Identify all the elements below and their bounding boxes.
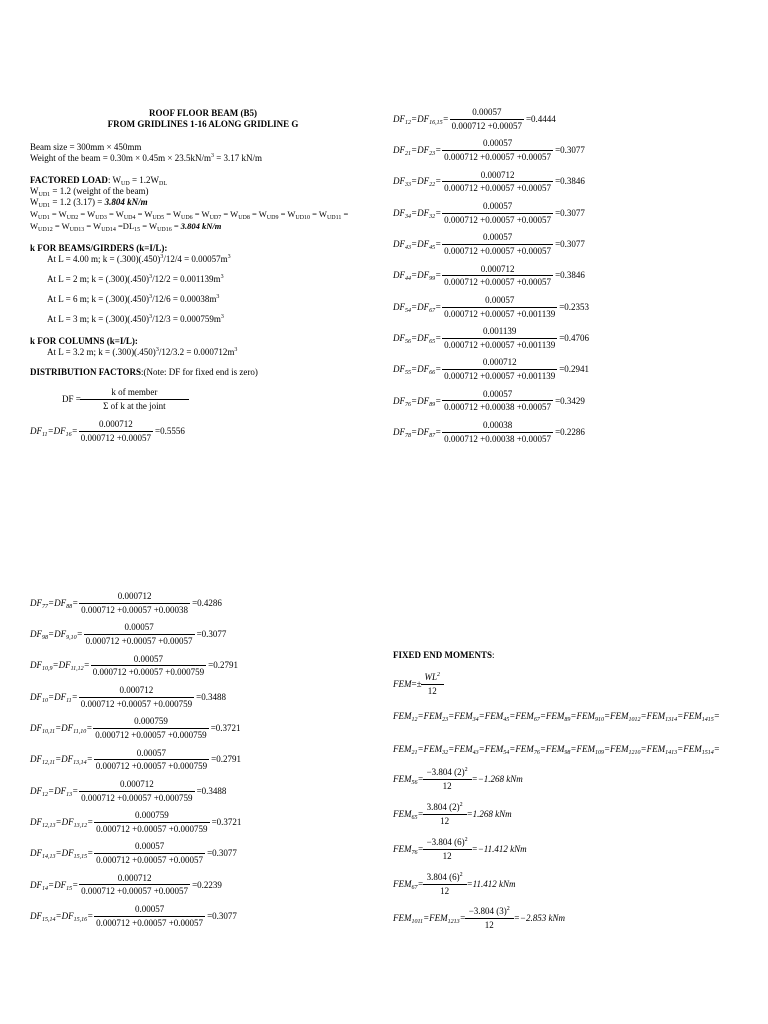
df-left-top-result: =0.5556	[155, 425, 185, 436]
df-right-numerator: 0.001139	[482, 326, 517, 337]
df-sub-b: 15	[66, 885, 73, 892]
k-beam-row-4: At L = 3 m; $k = (.300)(.450)^3/12/3 = 0.000759m^3$	[47, 314, 224, 324]
k-beam-row-3: At L = 6 m; $k = (.300)(.450)^3/12/6 = 0.00038m^3$	[47, 294, 220, 304]
fem-term: $FEM_{1012}$	[610, 711, 641, 723]
df-sub-a: 34	[405, 213, 411, 220]
wud1-calc-text: = 1.2 (3.17) =	[52, 197, 105, 207]
df-left-bottom-row	[30, 685, 226, 710]
k-column-row: At L = 3.2 m; $k = (.300)(.450)^3/12/3.2 = 0.000712m^3$	[47, 347, 238, 357]
df-right-denominator: 0.000712 +0.00057 +0.001139	[444, 339, 556, 350]
df-sub-a: 10,11	[42, 729, 56, 736]
df-left-bottom-result: =0.3721	[211, 816, 242, 827]
k-beam-4: At L = 3 m; k = (.300)(.450)	[47, 314, 150, 324]
factored-load	[30, 175, 167, 186]
k-beam-4-tail: /12/3 = 0.000759m	[152, 314, 221, 324]
k-beam-2: At L = 2 m; k = (.300)(.450)	[47, 274, 150, 284]
fem-item-row: $FEM_{65}=$ $\frac{3.804 (2)^2}{12}$ =1.268 kNm	[393, 802, 512, 826]
df-right-lhs: $DF_{34}=DF_{32}=$	[393, 207, 442, 220]
df-sub-b: 67	[429, 307, 436, 314]
df-right-result: =0.2353	[559, 301, 590, 312]
df-sub-b: 45	[429, 245, 436, 252]
fem-formula-num-text: WL	[424, 672, 438, 682]
df-left-bottom-numerator: 0.000712	[119, 778, 154, 789]
df-left-bottom-row	[30, 904, 237, 929]
df-left-top-lhs: $DF_{11}=DF_{16}=$	[30, 425, 78, 438]
df-left-bottom-denominator: 0.000712 +0.00057 +0.000759	[96, 823, 208, 834]
df-left-bottom-denominator: 0.000712 +0.00057 +0.000759	[81, 792, 193, 803]
df-sub-b: 11,10	[73, 729, 87, 736]
df-right-result: =0.3846	[555, 176, 585, 187]
fem-last-den: 12	[465, 918, 514, 931]
df-right-row	[393, 138, 585, 163]
df-left-bottom-lhs: $DF_{77}=DF_{88}=$	[30, 597, 79, 610]
df-sub-a: 21	[405, 151, 411, 158]
beam-weight-a: Weight of the beam = 0.30m × 0.45m × 23.5kN/m	[30, 153, 211, 163]
df-left-bottom-result: =0.3077	[207, 910, 237, 921]
df-left-bottom-fraction	[79, 779, 194, 804]
df-sub-a: 56	[405, 338, 411, 345]
wud1-line-text: = 1.2 (weight of the beam)	[52, 186, 149, 196]
df-right-lhs: $DF_{76}=DF_{89}=$	[393, 395, 442, 408]
df-left-top-numerator: 0.000712	[99, 419, 133, 429]
df-sub-b: 65	[429, 338, 436, 345]
df-sub-b: 16	[65, 431, 72, 438]
df-right-row	[393, 357, 589, 382]
fem-term: $FEM_{45}$	[484, 711, 510, 723]
df-sub-a: 76	[405, 401, 411, 408]
fem-term: $FEM_{21}$	[393, 744, 418, 756]
fem-term: $FEM_{23}$	[423, 711, 449, 723]
fem-title: FIXED END MOMENTS	[393, 650, 493, 660]
df-right-result: =0.2286	[555, 426, 585, 437]
df-sub-b: 13	[66, 791, 73, 798]
fem-term: $FEM_{1514}$	[683, 744, 714, 756]
df-right-lhs: $DF_{33}=DF_{22}=$	[393, 176, 442, 189]
df-left-bottom-row	[30, 654, 238, 679]
df-sub-a: 77	[42, 603, 48, 610]
title-line-1: ROOF FLOOR BEAM (B5)	[149, 108, 257, 118]
df-left-bottom-lhs: $DF_{14}=DF_{15}=$	[30, 879, 79, 892]
df-right-lhs: $DF_{12}=DF_{16,15}=$	[393, 113, 449, 126]
df-sub-a: 10	[42, 697, 48, 704]
fem-title-colon: :	[492, 650, 495, 660]
k-col-tail: /12/3.2 = 0.000712m	[158, 347, 235, 357]
df-formula-fraction	[82, 387, 187, 412]
wud-eq-value: 3.804 kN/m	[180, 221, 222, 231]
df-left-bottom-denominator: 0.000712 +0.00057 +0.00038	[81, 604, 189, 615]
fem-term: $FEM_{1314}$	[646, 711, 678, 723]
df-sub-b: 13,12	[73, 822, 88, 829]
df-right-numerator: 0.000712	[480, 263, 515, 274]
df-right-row	[393, 201, 585, 226]
df-sub-a: 98	[42, 635, 48, 642]
df-label: DISTRIBUTION FACTORS	[30, 367, 141, 377]
k-beams-heading: k FOR BEAMS/GIRDERS (k=I/L):	[30, 243, 168, 253]
df-left-bottom-lhs: $DF_{12}=DF_{13}=$	[30, 785, 79, 798]
df-sub-a: 43	[405, 245, 411, 252]
df-left-bottom-fraction	[84, 622, 195, 647]
wud-equalities-2: $W_{UD12} = W_{UD13} = W_{UD14} =DL_{15} = W_{UD16} = 3.804$ kN/m	[30, 221, 222, 233]
df-left-bottom-row	[30, 622, 226, 647]
df-left-bottom-row	[30, 810, 241, 835]
df-left-bottom-numerator: 0.000712	[117, 872, 152, 883]
df-sub-b: 11	[66, 697, 72, 704]
factored-load-sub-b: DL	[159, 181, 168, 187]
fem-term: $FEM_{1413}$	[646, 744, 678, 756]
df-right-fraction	[442, 232, 553, 257]
fem-item-result: =11.412 kNm	[466, 878, 516, 889]
factored-load-label: FACTORED LOAD	[30, 175, 108, 185]
df-left-bottom-result: =0.3488	[196, 785, 227, 796]
fem-item-fraction: $\frac{3.804 (2)^2}{12}$	[425, 802, 465, 827]
df-right-fraction	[442, 201, 553, 226]
k-beam-row-2: At L = 2 m; $k = (.300)(.450)^3/12/2 = 0.001139m^3$	[47, 274, 224, 284]
df-left-bottom-numerator: 0.00057	[133, 653, 164, 664]
fem-term: $FEM_{67}$	[515, 711, 540, 723]
df-left-bottom-fraction	[79, 685, 194, 710]
df-sub-b: 11,12	[70, 666, 84, 673]
df-left-bottom-result: =0.3077	[207, 848, 237, 859]
df-left-bottom-denominator: 0.000712 +0.00057 +0.00057	[96, 855, 204, 866]
df-right-numerator: 0.00057	[482, 388, 513, 399]
fem-item-result: =1.268 kNm	[466, 808, 512, 819]
df-left-bottom-fraction	[94, 748, 209, 773]
df-right-result: =0.3846	[555, 270, 585, 281]
df-formula-num: k of member	[111, 387, 158, 397]
df-left-bottom-lhs: $DF_{10}=DF_{11}=$	[30, 691, 78, 704]
df-sub-b: 16,15	[429, 119, 443, 126]
df-right-row	[393, 420, 585, 445]
df-right-numerator: 0.000712	[482, 357, 517, 368]
df-left-top-row	[30, 419, 185, 444]
df-left-bottom-numerator: 0.000712	[117, 591, 152, 601]
fem-formula-fraction	[423, 672, 443, 697]
df-left-bottom-numerator: 0.00057	[134, 841, 165, 852]
df-left-bottom-result: =0.2239	[192, 879, 222, 890]
distribution-factors-heading	[30, 367, 258, 378]
df-right-row	[393, 389, 585, 414]
df-left-bottom-fraction	[94, 810, 209, 835]
df-right-result: =0.3077	[555, 239, 585, 250]
k-beam-row-1: At L = 4.00 m; $k = (.300)(.450)^3/12/4 = 0.00057m^3$	[47, 254, 231, 264]
fem-term: $FEM_{109}$	[576, 744, 604, 756]
df-left-top-fraction	[79, 419, 153, 444]
fem-term: $FEM_{1415}$	[683, 711, 714, 723]
df-sub-b: 9,10	[66, 635, 77, 642]
fem-last-sub-b: 1213	[447, 918, 460, 925]
fem-equalities-line-2: $FEM_{21}=FEM_{32}=FEM_{43}=FEM_{54}=FEM_{76}=FEM_{98}=FEM_{109}=FEM_{1210}=FEM_{1413}=FEM_{1514}=$	[393, 744, 720, 756]
fem-item-row: $FEM_{76}=$ $\frac{-3.804 (6)^2}{12}$ =−11.412 kNm	[393, 837, 527, 861]
df-right-denominator: 0.000712 +0.00057 +0.001139	[444, 308, 556, 319]
fem-item-result: =−1.268 kNm	[471, 773, 523, 784]
df-sub-a: 78	[405, 432, 411, 439]
df-right-row	[393, 107, 556, 132]
df-left-bottom-lhs: $DF_{15,14}=DF_{15,16}=$	[30, 910, 94, 923]
df-right-lhs: $DF_{43}=DF_{45}=$	[393, 239, 442, 252]
df-right-fraction	[442, 420, 553, 445]
df-left-bottom-numerator: 0.000759	[134, 810, 169, 821]
df-left-bottom-fraction	[94, 904, 205, 929]
df-sub-b: 23	[429, 151, 436, 158]
fem-term: $FEM_{98}$	[545, 744, 571, 756]
df-formula-den: Σ of k at the joint	[80, 399, 189, 412]
df-left-bottom-row	[30, 748, 241, 773]
df-sub-a: 10,9	[42, 666, 53, 673]
fem-term: $FEM_{12}$	[393, 711, 418, 723]
k-beam-2-tail: /12/2 = 0.001139m	[152, 274, 221, 284]
fem-last: $FEM_{1011}=FEM_{1213}=$ $\frac{-3.804 (3)^2}{12}$ =−2.853 kNm	[393, 906, 565, 930]
df-left-bottom-denominator: 0.000712 +0.00057 +0.000759	[80, 698, 193, 709]
df-right-fraction	[450, 107, 524, 132]
beam-size: Beam size = 300mm × 450mm	[30, 142, 142, 152]
df-left-bottom-denominator: 0.000712 +0.00057 +0.00057	[96, 917, 204, 928]
wud1-calc: $W_{UD1} = 1.2$ (3.17) = 3.804 kN/m	[30, 197, 148, 209]
df-right-denominator: 0.000712 +0.00057 +0.001139	[444, 371, 556, 382]
df-sub-b: 99	[429, 276, 436, 283]
df-right-fraction	[442, 138, 553, 163]
df-right-result: =0.2941	[559, 364, 590, 375]
fem-item-row: $FEM_{67}=$ $\frac{3.804 (6)^2}{12}$ =11.412 kNm	[393, 872, 516, 896]
df-left-bottom-denominator: 0.000712 +0.00057 +0.00057	[81, 886, 189, 897]
df-right-denominator: 0.000712 +0.00038 +0.00057	[444, 433, 552, 444]
df-right-numerator: 0.00057	[472, 107, 502, 117]
fem-item-fraction: $\frac{-3.804 (2)^2}{12}$	[425, 767, 470, 792]
df-left-bottom-numerator: 0.000759	[134, 716, 168, 727]
df-right-numerator: 0.00057	[482, 232, 513, 243]
fem-last-fraction	[467, 906, 512, 931]
df-right-numerator: 0.00057	[485, 294, 515, 305]
df-left-bottom-numerator: 0.00057	[134, 904, 165, 914]
df-right-row	[393, 264, 585, 289]
df-left-bottom-fraction	[93, 716, 208, 741]
fem-term: $FEM_{43}$	[454, 744, 479, 756]
df-sub-a: 15,14	[42, 916, 56, 923]
beam-weight-b: = 3.17 kN/m	[213, 153, 263, 163]
factored-load-text-b: = 1.2W	[129, 175, 160, 185]
df-sub-a: 12,11	[42, 760, 56, 767]
df-sub-a: 55	[405, 370, 411, 377]
df-right-numerator: 0.000712	[480, 169, 515, 180]
df-left-bottom-result: =0.3077	[196, 629, 227, 640]
df-sub-b: 88	[66, 603, 73, 610]
df-right-result: =0.3077	[555, 207, 585, 218]
df-left-bottom-fraction	[79, 873, 190, 898]
df-right-lhs: $DF_{55}=DF_{66}=$	[393, 364, 442, 377]
fem-term: $FEM_{54}$	[484, 744, 510, 756]
df-left-bottom-lhs: $DF_{98}=DF_{9,10}=$	[30, 629, 83, 642]
fem-term: $FEM_{89}$	[545, 711, 571, 723]
df-left-bottom-row	[30, 591, 222, 616]
fem-term: $FEM_{1210}$	[610, 744, 641, 756]
df-sub-b: 66	[429, 370, 436, 377]
df-right-denominator: 0.000712 +0.00057 +0.00057	[444, 245, 552, 256]
df-right-lhs: $DF_{54}=DF_{67}=$	[393, 301, 442, 314]
df-left-bottom-row	[30, 779, 226, 804]
df-left-bottom-row	[30, 873, 222, 898]
fem-item-fraction: $\frac{-3.804 (6)^2}{12}$	[425, 837, 470, 862]
df-right-row	[393, 326, 589, 351]
df-formula	[62, 387, 188, 412]
fem-formula-num: $WL^2$	[424, 672, 441, 682]
df-sub-b: 32	[429, 213, 436, 220]
df-sub-a: 33	[405, 182, 411, 189]
df-sub-b: 13,14	[73, 760, 87, 767]
df-sub-a: 14	[42, 885, 48, 892]
df-right-fraction	[442, 357, 557, 382]
df-left-bottom-row	[30, 716, 241, 741]
df-left-bottom-numerator: 0.00057	[136, 747, 167, 758]
df-right-lhs: $DF_{21}=DF_{23}=$	[393, 145, 442, 158]
df-left-bottom-fraction	[94, 841, 205, 866]
beam-weight: Weight of the beam = $0.30m \times 0.45m \times 23.5kN/m^3 = 3.17$ kN/m	[30, 153, 263, 163]
df-left-bottom-lhs: $DF_{10,9}=DF_{11,12}=$	[30, 660, 90, 673]
k-beam-1-tail: /12/4 = 0.00057m	[163, 254, 228, 264]
fem-last-sub-a: 1011	[411, 918, 424, 925]
fem-formula: FEM =± $\frac{WL^2}{12}$	[393, 672, 443, 697]
df-sub-a: 12,13	[42, 822, 56, 829]
df-right-result: =0.3077	[555, 145, 585, 156]
df-left-bottom-result: =0.3721	[210, 723, 241, 734]
fem-heading	[393, 650, 495, 661]
fem-last-result: =−2.853 kNm	[513, 912, 565, 923]
df-right-numerator: 0.00038	[482, 420, 513, 430]
df-sub-b: 89	[429, 401, 436, 408]
df-sub-a: 12	[42, 791, 48, 798]
k-columns-heading: k FOR COLUMNS (k=I/L):	[30, 336, 138, 346]
df-sub-b: 87	[429, 432, 436, 439]
df-left-bottom-result: =0.4286	[192, 597, 222, 608]
df-right-result: =0.4706	[559, 332, 590, 343]
k-beam-3: At L = 6 m; k = (.300)(.450)	[47, 294, 150, 304]
fem-last-num: −3.804 $(3)^2$	[468, 906, 510, 916]
k-beam-3-tail: /12/6 = 0.00038m	[152, 294, 217, 304]
fem-item-fraction: $\frac{3.804 (6)^2}{12}$	[425, 872, 465, 897]
df-right-fraction	[442, 170, 553, 195]
df-sub-a: 11	[42, 431, 48, 438]
fem-term: $FEM_{76}$	[515, 744, 540, 756]
k-beams-label: k FOR BEAMS/GIRDERS (k=I/L)	[30, 243, 165, 253]
df-right-denominator: 0.000712 +0.00057 +0.00057	[444, 183, 552, 194]
fem-equalities-line-1: $FEM_{12}=FEM_{23}=FEM_{34}=FEM_{45}=FEM_{67}=FEM_{89}=FEM_{910}=FEM_{1012}=FEM_{1314}=FEM_{1415}=$	[393, 711, 720, 723]
fem-last-num-text: −3.804 (3)	[468, 906, 507, 916]
factored-load-sub-a: UD	[121, 181, 130, 187]
df-right-row	[393, 295, 589, 320]
fem-item-result: =−11.412 kNm	[471, 843, 527, 854]
df-right-lhs: $DF_{44}=DF_{99}=$	[393, 270, 442, 283]
df-sub-b: 15,15	[73, 854, 88, 861]
df-note: :(Note: DF for fixed end is zero)	[140, 367, 258, 377]
fem-term: $FEM_{34}$	[454, 711, 479, 723]
fem-formula-den: 12	[421, 684, 445, 697]
df-left-bottom-result: =0.2791	[208, 660, 238, 671]
df-sub-a: 14,13	[42, 854, 56, 861]
df-right-result: =0.3429	[555, 395, 585, 406]
k-cols-label: k FOR COLUMNS (k=I/L)	[30, 336, 135, 346]
df-left-bottom-numerator: 0.00057	[124, 622, 154, 633]
df-left-bottom-denominator: 0.000712 +0.00057 +0.000759	[95, 761, 208, 772]
df-right-denominator: 0.000712 +0.00057 +0.00057	[444, 214, 552, 225]
fem-term: $FEM_{32}$	[423, 744, 449, 756]
df-left-bottom-lhs: $DF_{12,11}=DF_{13,14}=$	[30, 754, 93, 767]
df-left-bottom-denominator: 0.000712 +0.00057 +0.000759	[95, 729, 207, 740]
df-right-denominator: 0.000712 +0.00057 +0.00057	[444, 152, 552, 163]
df-formula-lhs: DF =	[62, 393, 81, 404]
fem-item-row: $FEM_{56}=$ $\frac{-3.804 (2)^2}{12}$ =−1.268 kNm	[393, 767, 523, 791]
wud1-line: $W_{UD1} = 1.2$ (weight of the beam)	[30, 186, 149, 198]
df-left-bottom-fraction	[79, 591, 190, 616]
df-left-bottom-result: =0.3488	[196, 691, 226, 702]
df-right-denominator: 0.000712 +0.00038 +0.00057	[444, 402, 552, 413]
df-left-bottom-result: =0.2791	[211, 754, 241, 765]
df-right-row	[393, 232, 585, 257]
df-left-bottom-denominator: 0.000712 +0.00057 +0.000759	[92, 667, 205, 678]
title-line-2: FROM GRIDLINES 1-16 ALONG GRIDLINE G	[107, 119, 299, 129]
df-left-bottom-row	[30, 841, 237, 866]
df-sub-a: 54	[405, 307, 411, 314]
df-right-fraction	[442, 264, 553, 289]
df-sub-a: 44	[405, 276, 411, 283]
wud-equalities-1: $W_{UD1} = W_{UD2} = W_{UD3} = W_{UD4} = W_{UD5} = W_{UD6} = W_{UD7} = W_{UD8} = W_{UD9} = W_{UD10} = W_{UD11}$ =	[30, 209, 349, 221]
df-left-bottom-fraction	[91, 654, 206, 679]
df-right-numerator: 0.00057	[482, 138, 513, 149]
df-right-fraction	[442, 295, 557, 320]
k-beam-1: At L = 4.00 m; k = (.300)(.450)	[47, 254, 161, 264]
df-sub-b: 22	[429, 182, 436, 189]
df-sub-b: 15,16	[73, 916, 88, 923]
df-right-lhs: $DF_{56}=DF_{65}=$	[393, 332, 442, 345]
df-left-bottom-lhs: $DF_{12,13}=DF_{13,12}=$	[30, 816, 94, 829]
df-right-fraction	[442, 326, 557, 351]
fem-term: $FEM_{910}$	[576, 711, 604, 723]
df-right-result: =0.4444	[525, 113, 556, 124]
wud1-value: 3.804 kN/m	[104, 197, 148, 207]
df-right-fraction	[442, 389, 553, 414]
k-col: At L = 3.2 m; k = (.300)(.450)	[47, 347, 156, 357]
df-left-bottom-numerator: 0.000712	[119, 684, 154, 695]
df-right-denominator: 0.000712 +0.00057 +0.00057	[444, 277, 552, 288]
df-sub-a: 12	[405, 119, 411, 126]
df-left-bottom-lhs: $DF_{10,11}=DF_{11,10}=$	[30, 723, 93, 736]
df-left-top-denominator: 0.000712 +0.00057	[80, 432, 152, 443]
df-left-bottom-lhs: $DF_{14,13}=DF_{15,15}=$	[30, 848, 94, 861]
df-right-row	[393, 170, 585, 195]
df-left-bottom-denominator: 0.000712 +0.00057 +0.00057	[85, 636, 193, 647]
df-right-lhs: $DF_{78}=DF_{87}=$	[393, 426, 442, 439]
df-right-numerator: 0.00057	[482, 200, 513, 211]
df-right-denominator: 0.000712 +0.00057	[451, 120, 522, 131]
factored-load-text-a: : W	[107, 175, 122, 185]
